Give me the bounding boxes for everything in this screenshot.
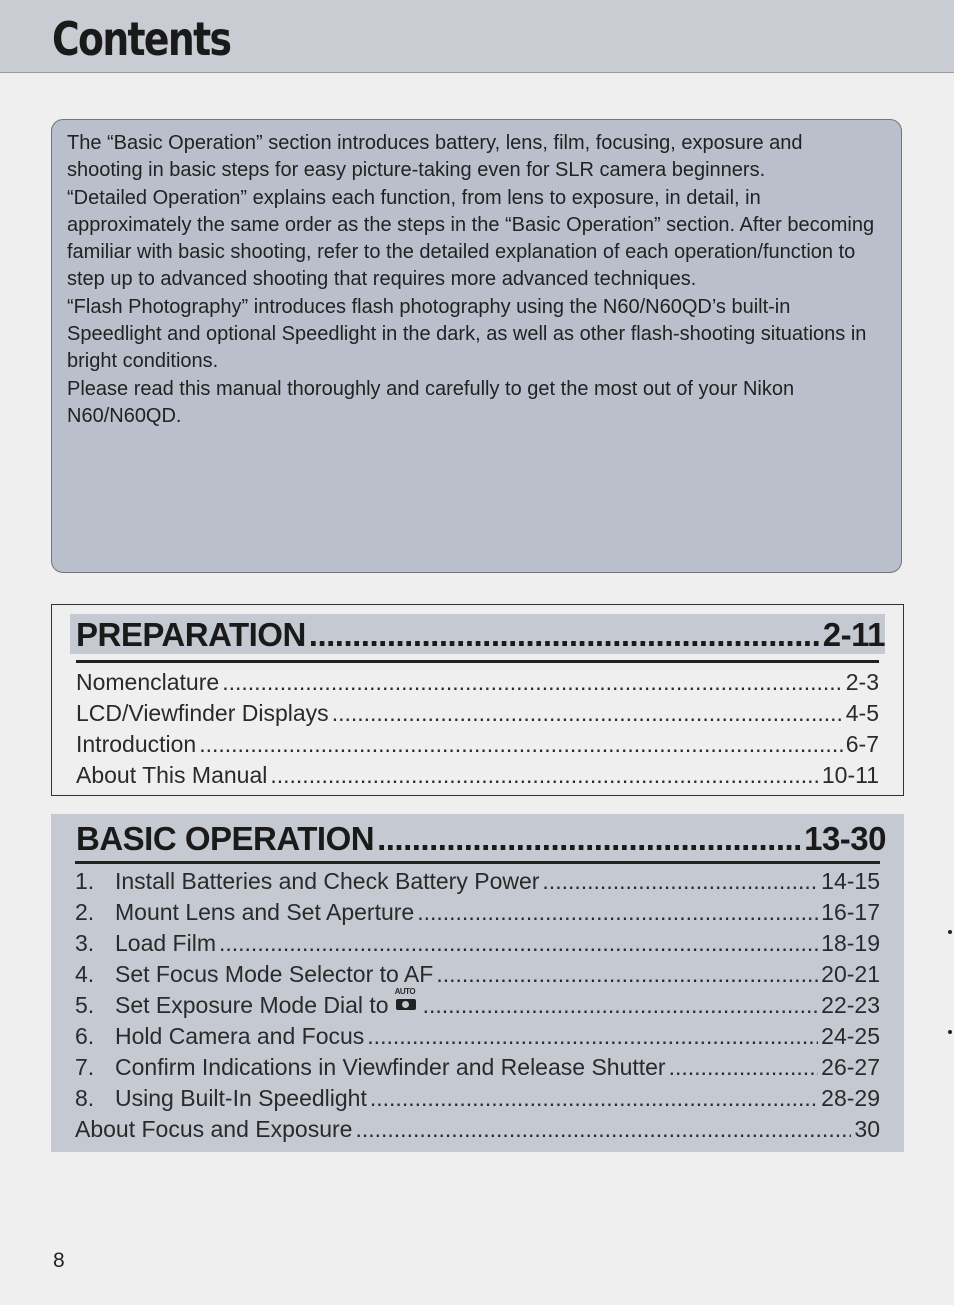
section-heading[interactable] [70, 614, 885, 654]
toc-section-preparation [51, 604, 904, 796]
auto-icon-label: AUTO [394, 987, 416, 996]
entry-pages: 10-11 [821, 762, 879, 788]
entry-label: Hold Camera and Focus [115, 1023, 365, 1049]
entry-label: Nomenclature [76, 669, 220, 695]
leader-dots [309, 616, 820, 654]
intro-paragraph: “Detailed Operation” explains each function, from lens to exposure, in detail, in approximately the same order as the steps in the “Basic Operation” section. After becoming familiar with basic shooting, refer to the detailed explanation of each operation/function to step up to advanced shooting that requires more advanced techniques. [67, 186, 875, 291]
toc-entry-list [75, 866, 880, 1145]
entry-label: Load Film [115, 930, 216, 956]
entry-pages: 16-17 [821, 899, 880, 925]
toc-entry[interactable] [76, 698, 879, 729]
intro-box [51, 119, 902, 573]
leader-dots [367, 1021, 818, 1052]
leader-dots [370, 1083, 818, 1114]
toc-entry[interactable] [75, 1021, 880, 1052]
intro-paragraph: Please read this manual thoroughly and carefully to get the most out of your Nikon N60/N60QD. [67, 377, 795, 427]
section-heading[interactable] [67, 818, 886, 858]
entry-pages: 14-15 [821, 868, 880, 894]
entry-number: 7. [75, 1054, 95, 1080]
entry-pages: 30 [854, 1116, 880, 1142]
entry-number: 1. [75, 868, 95, 894]
entry-pages: 4-5 [845, 700, 879, 726]
entry-label: LCD/Viewfinder Displays [76, 700, 329, 726]
toc-section-basic-operation [51, 814, 904, 1152]
leader-dots [222, 667, 843, 698]
leader-dots [542, 866, 818, 897]
entry-label: About Focus and Exposure [75, 1116, 353, 1142]
leader-dots [355, 1114, 851, 1145]
leader-dots [377, 820, 801, 858]
toc-entry-list [76, 667, 879, 791]
entry-label: Using Built-In Speedlight [115, 1085, 367, 1111]
entry-label: Introduction [76, 731, 197, 757]
page-number: 8 [53, 1249, 65, 1272]
entry-number: 2. [75, 899, 95, 925]
entry-number: 8. [75, 1085, 95, 1111]
entry-label: About This Manual [76, 762, 268, 788]
entry-label: Set Exposure Mode Dial to [115, 992, 389, 1018]
toc-entry[interactable] [75, 897, 880, 928]
intro-paragraph: “Flash Photography” introduces flash photography using the N60/N60QD’s built-in Speedlight and optional Speedlight in the dark, as well as other flash-shooting situations in bright conditions. [67, 295, 867, 373]
entry-number: 5. [75, 992, 95, 1018]
toc-entry[interactable] [75, 1114, 880, 1145]
entry-number: 6. [75, 1023, 95, 1049]
toc-entry[interactable] [75, 928, 880, 959]
leader-dots [417, 897, 818, 928]
entry-label: Confirm Indications in Viewfinder and Release Shutter [115, 1054, 666, 1080]
section-title: PREPARATION [76, 616, 306, 653]
toc-entry[interactable] [75, 959, 880, 990]
entry-number: 3. [75, 930, 95, 956]
entry-pages: 28-29 [821, 1085, 880, 1111]
leader-dots [669, 1052, 819, 1083]
auto-camera-icon [394, 987, 420, 1013]
toc-entry[interactable] [76, 760, 879, 791]
section-rule [76, 660, 879, 663]
intro-paragraph: The “Basic Operation” section introduces battery, lens, film, focusing, exposure and shooting in basic steps for easy picture-taking even for SLR camera beginners. [67, 132, 803, 182]
page-title: Contents [52, 12, 231, 66]
entry-pages: 6-7 [845, 731, 879, 757]
scan-mark [948, 930, 952, 934]
leader-dots [423, 990, 819, 1021]
entry-pages: 20-21 [821, 961, 880, 987]
entry-pages: 18-19 [821, 930, 880, 956]
section-title: BASIC OPERATION [76, 820, 375, 857]
toc-entry[interactable] [76, 667, 879, 698]
toc-entry[interactable] [75, 987, 880, 1021]
leader-dots [436, 959, 818, 990]
section-pages: 13-30 [804, 820, 886, 857]
entry-pages: 24-25 [821, 1023, 880, 1049]
entry-pages: 26-27 [821, 1054, 880, 1080]
toc-entry[interactable] [76, 729, 879, 760]
camera-icon [396, 999, 416, 1010]
entry-label: Mount Lens and Set Aperture [115, 899, 415, 925]
section-pages: 2-11 [822, 616, 885, 653]
toc-entry[interactable] [75, 1052, 880, 1083]
toc-entry[interactable] [75, 866, 880, 897]
toc-entry[interactable] [75, 1083, 880, 1114]
entry-pages: 22-23 [821, 992, 880, 1018]
header-band [0, 0, 954, 73]
leader-dots [270, 760, 819, 791]
leader-dots [332, 698, 843, 729]
entry-pages: 2-3 [845, 669, 879, 695]
leader-dots [219, 928, 818, 959]
section-rule [75, 861, 880, 864]
entry-label: Set Focus Mode Selector to AF [115, 961, 434, 987]
leader-dots [199, 729, 843, 760]
scan-mark [948, 1030, 952, 1034]
entry-number: 4. [75, 961, 95, 987]
entry-label: Install Batteries and Check Battery Power [115, 868, 540, 894]
